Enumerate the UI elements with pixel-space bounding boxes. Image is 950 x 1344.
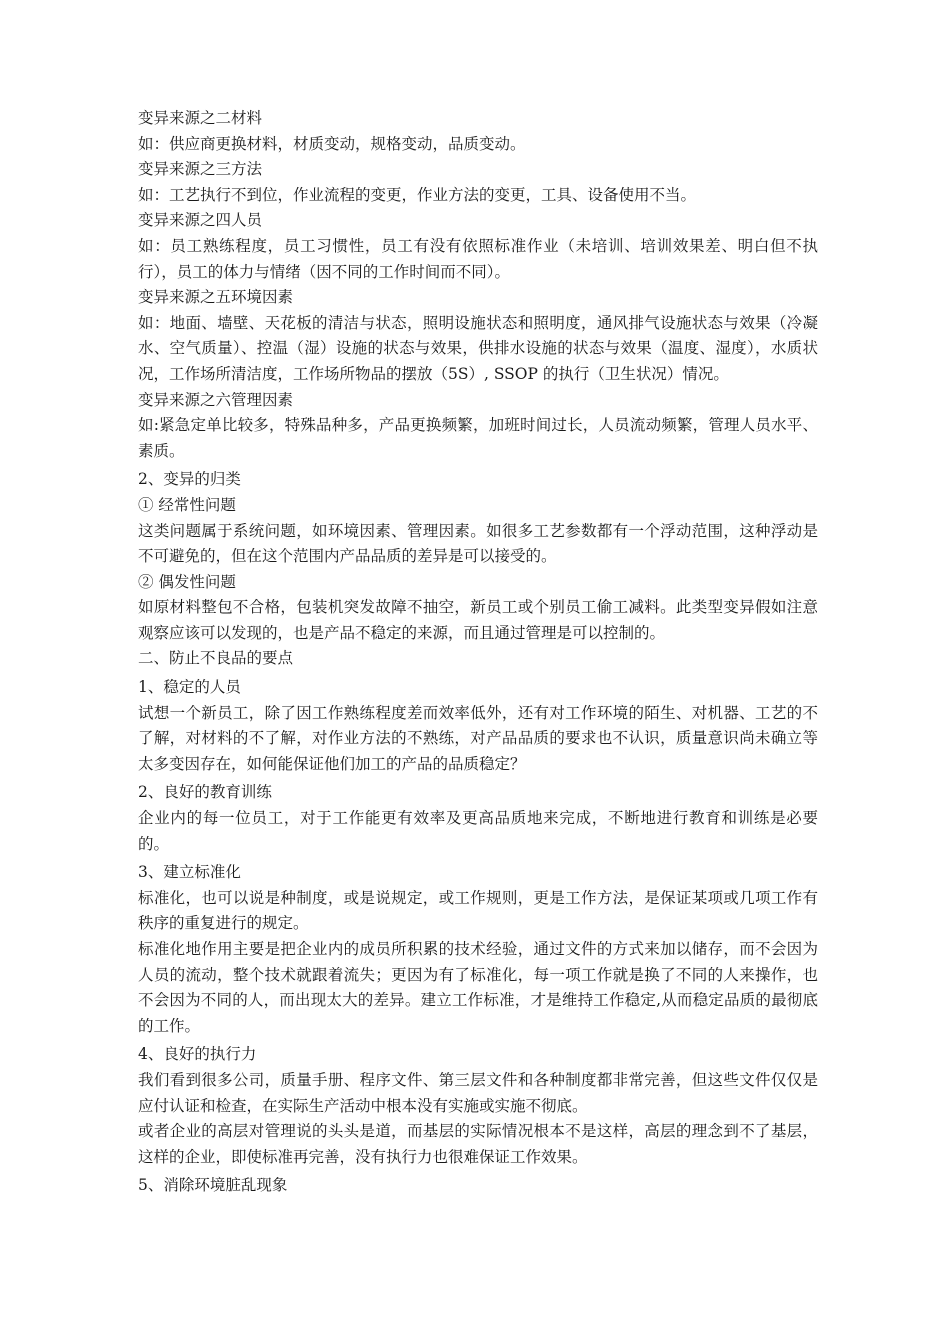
section-heading: 变异来源之二材料 (138, 109, 263, 127)
body-paragraph: 企业内的每一位员工，对于工作能更有效率及更高品质地来完成，不断地进行教育和训练是必要的。 (138, 809, 818, 853)
numbered-heading: 2、变异的归类 (138, 470, 241, 489)
body-paragraph: 试想一个新员工，除了因工作熟练程度差而效率低外，还有对工作环境的陌生、对机器、工艺的不了解，对材料的不了解，对作业方法的不熟练，对产品品质的要求也不认识，质量意识尚未确立等太多变因存在，如何能保证他们加工的产品的品质稳定？ (138, 703, 818, 773)
body-paragraph: 如原材料整包不合格，包装机突发故障不抽空，新员工或个别员工偷工减料。此类型变异假如注意观察应该可以发现的，也是产品不稳定的来源，而且通过管理是可以控制的。 (138, 598, 818, 642)
section-heading: 二、防止不良品的要点 (138, 649, 294, 668)
body-paragraph: 如：员工熟练程度，员工习惯性，员工有没有依照标准作业（未培训、培训效果差、明白但不执行），员工的体力与情绪（因不同的工作时间而不同）。 (138, 236, 818, 281)
numbered-heading: 5、消除环境脏乱现象 (138, 1176, 288, 1195)
section-heading: 变异来源之三方法 (138, 160, 263, 179)
body-paragraph: 标准化，也可以说是种制度，或是说规定，或工作规则，更是工作方法，是保证某项或几项工作有秩序的重复进行的规定。 (138, 888, 818, 933)
body-paragraph: 如：工艺执行不到位，作业流程的变更，作业方法的变更，工具、设备使用不当。 (138, 185, 697, 204)
section-heading: 变异来源之四人员 (138, 211, 263, 230)
numbered-heading: 4、良好的执行力 (138, 1045, 257, 1064)
body-paragraph: 或者企业的高层对管理说的头头是道，而基层的实际情况根本不是这样，高层的理念到不了基层，这样的企业，即使标准再完善，没有执行力也很难保证工作效果。 (138, 1122, 818, 1166)
circled-subheading: ② 偶发性问题 (138, 572, 236, 591)
numbered-heading: 1、稳定的人员 (138, 678, 241, 697)
circled-subheading: ① 经常性问题 (138, 495, 236, 514)
body-paragraph: 标准化地作用主要是把企业内的成员所积累的技术经验，通过文件的方式来加以储存，而不会因为人员的流动，整个技术就跟着流失；更因为有了标准化，每一项工作就是换了不同的人来操作，也不会因为不同的人，而出现太大的差异。建立工作标准，才是维持工作稳定,从而稳定品质的最彻底的工作。 (138, 940, 818, 1035)
body-paragraph: 如：地面、墙壁、天花板的清洁与状态，照明设施状态和照明度，通风排气设施状态与效果（冷凝水、空气质量）、控温（湿）设施的状态与效果，供排水设施的状态与效果（温度、湿度），水质状况，工作场所清洁度，工作场所物品的摆放（5S）, SSOP 的执行（卫生状况）情况。 (138, 313, 818, 383)
body-paragraph: 如:紧急定单比较多，特殊品种多，产品更换频繁，加班时间过长，人员流动频繁，管理人员水平、素质。 (138, 416, 818, 460)
section-heading: 变异来源之五环境因素 (138, 288, 294, 307)
body-paragraph: 如：供应商更换材料，材质变动，规格变动，品质变动。 (138, 134, 526, 153)
numbered-heading: 3、建立标准化 (138, 863, 241, 882)
body-paragraph: 我们看到很多公司，质量手册、程序文件、第三层文件和各种制度都非常完善，但这些文件仅仅是应付认证和检查，在实际生产活动中根本没有实施或实施不彻底。 (138, 1070, 818, 1115)
document-body (138, 106, 818, 1199)
section-heading: 变异来源之六管理因素 (138, 390, 294, 409)
numbered-heading: 2、良好的教育训练 (138, 783, 272, 802)
body-paragraph: 这类问题属于系统问题，如环境因素、管理因素。如很多工艺参数都有一个浮动范围，这种浮动是不可避免的，但在这个范围内产品品质的差异是可以接受的。 (138, 521, 818, 566)
